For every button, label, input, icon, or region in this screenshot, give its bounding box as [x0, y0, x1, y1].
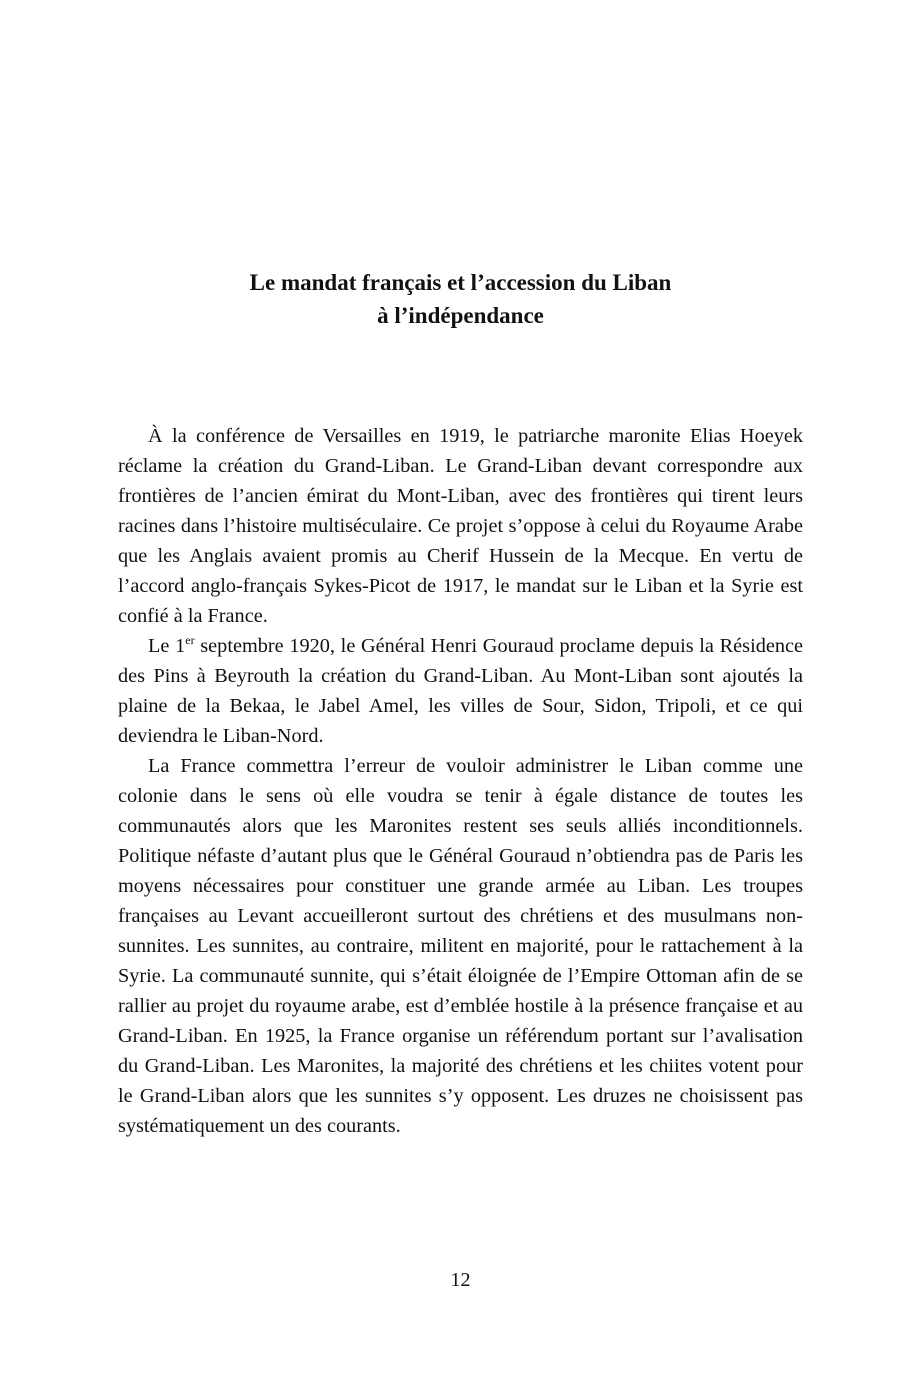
paragraph-1: À la conférence de Versailles en 1919, le patriarche maronite Elias Hoeyek réclame la création du Grand-Liban. Le Grand-Liban devant correspondre aux frontières de l’ancien émirat du Mont-Liban, avec des frontières qui tirent leurs racines dans l’histoire multiséculaire. Ce projet s’oppose à celui du Royaume Arabe que les Anglais avaient promis au Cherif Hussein de la Mecque. En vertu de l’accord anglo-français Sykes-Picot de 1917, le mandat sur le Liban et la Syrie est confié à la France.: [118, 425, 803, 627]
paragraph-2-rest: septembre 1920, le Général Henri Gouraud proclame depuis la Résidence des Pins à Beyrouth la création du Grand-Liban. Au Mont-Liban sont ajoutés la plaine de la Bekaa, le Jabel Amel, les villes de Sour, Sidon, Tripoli, et ce qui deviendra le Liban-Nord.: [118, 635, 803, 747]
chapter-title: [118, 266, 803, 332]
chapter-title-line-1: Le mandat français et l’accession du Liban: [249, 270, 672, 295]
ordinal-superscript: er: [185, 633, 195, 647]
page-number: 12: [450, 1269, 471, 1291]
paragraph-3: La France commettra l’erreur de vouloir administrer le Liban comme une colonie dans le sens où elle voudra se tenir à égale distance de toutes les communautés alors que les Maronites restent ses seuls alliés inconditionnels. Politique néfaste d’autant plus que le Général Gouraud n’obtiendra pas de Paris les moyens nécessaires pour constituer une grande armée au Liban. Les troupes françaises au Levant accueilleront surtout des chrétiens et des musulmans non-sunnites. Les sunnites, au contraire, militent en majorité, pour le rattachement à la Syrie. La communauté sunnite, qui s’était éloignée de l’Empire Ottoman afin de se rallier au projet du royaume arabe, est d’emblée hostile à la présence française et au Grand-Liban. En 1925, la France organise un référendum portant sur l’avalisation du Grand-Liban. Les Maronites, la majorité des chrétiens et les chiites votent pour le Grand-Liban alors que les sunnites s’y opposent. Les druzes ne choisissent pas systématiquement un des courants.: [118, 755, 803, 1137]
body-text: [118, 421, 803, 1141]
paragraph-2-start: Le 1: [148, 635, 186, 657]
paragraph-2: [118, 631, 803, 751]
chapter-title-line-2: à l’indépendance: [377, 303, 544, 328]
